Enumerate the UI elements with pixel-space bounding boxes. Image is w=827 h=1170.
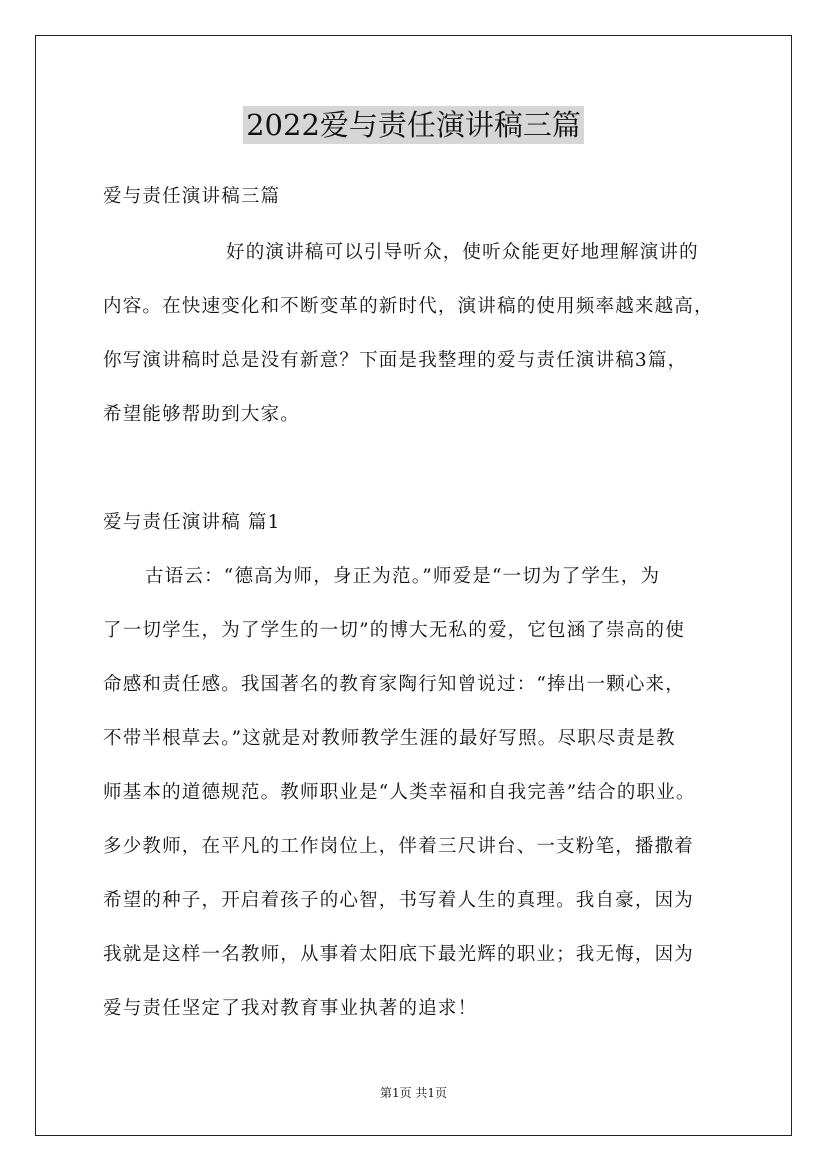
- subtitle: 爱与责任演讲稿三篇: [103, 186, 281, 207]
- intro-line: 好的演讲稿可以引导听众，使听众能更好地理解演讲的: [226, 242, 699, 263]
- body-line: 爱与责任坚定了我对教育事业执著的追求！: [103, 998, 478, 1019]
- page-footer: 第1页 共1页: [379, 1086, 448, 1100]
- body-line: 我就是这样一名教师，从事着太阳底下最光辉的职业；我无悔，因为: [103, 944, 695, 965]
- body-line: 命感和责任感。我国著名的教育家陶行知曾说过：“捧出一颗心来，: [103, 674, 685, 695]
- document-title-wrapper: [0, 103, 827, 144]
- body-line: 师基本的道德规范。教师职业是“人类幸福和自我完善”结合的职业。: [103, 782, 696, 803]
- intro-line: 你写演讲稿时总是没有新意？下面是我整理的爱与责任演讲稿3篇，: [103, 350, 688, 371]
- body-line: 了一切学生，为了学生的一切”的博大无私的爱，它包涵了崇高的使: [103, 620, 685, 641]
- body-line: 希望的种子，开启着孩子的心智，书写着人生的真理。我自豪，因为: [103, 890, 695, 911]
- body-line: 古语云：“德高为师，身正为范。”师爱是“一切为了学生，为: [145, 566, 661, 587]
- document-title: 2022爱与责任演讲稿三篇: [243, 106, 584, 144]
- body-line: 多少教师，在平凡的工作岗位上，伴着三尺讲台、一支粉笔，播撒着: [103, 836, 695, 857]
- intro-line: 希望能够帮助到大家。: [103, 404, 301, 425]
- body-line: 不带半根草去。”这就是对教师教学生涯的最好写照。尽职尽责是教: [103, 728, 676, 749]
- section-heading: 爱与责任演讲稿 篇1: [103, 512, 281, 533]
- intro-line: 内容。在快速变化和不断变革的新时代，演讲稿的使用频率越来越高，: [103, 296, 714, 317]
